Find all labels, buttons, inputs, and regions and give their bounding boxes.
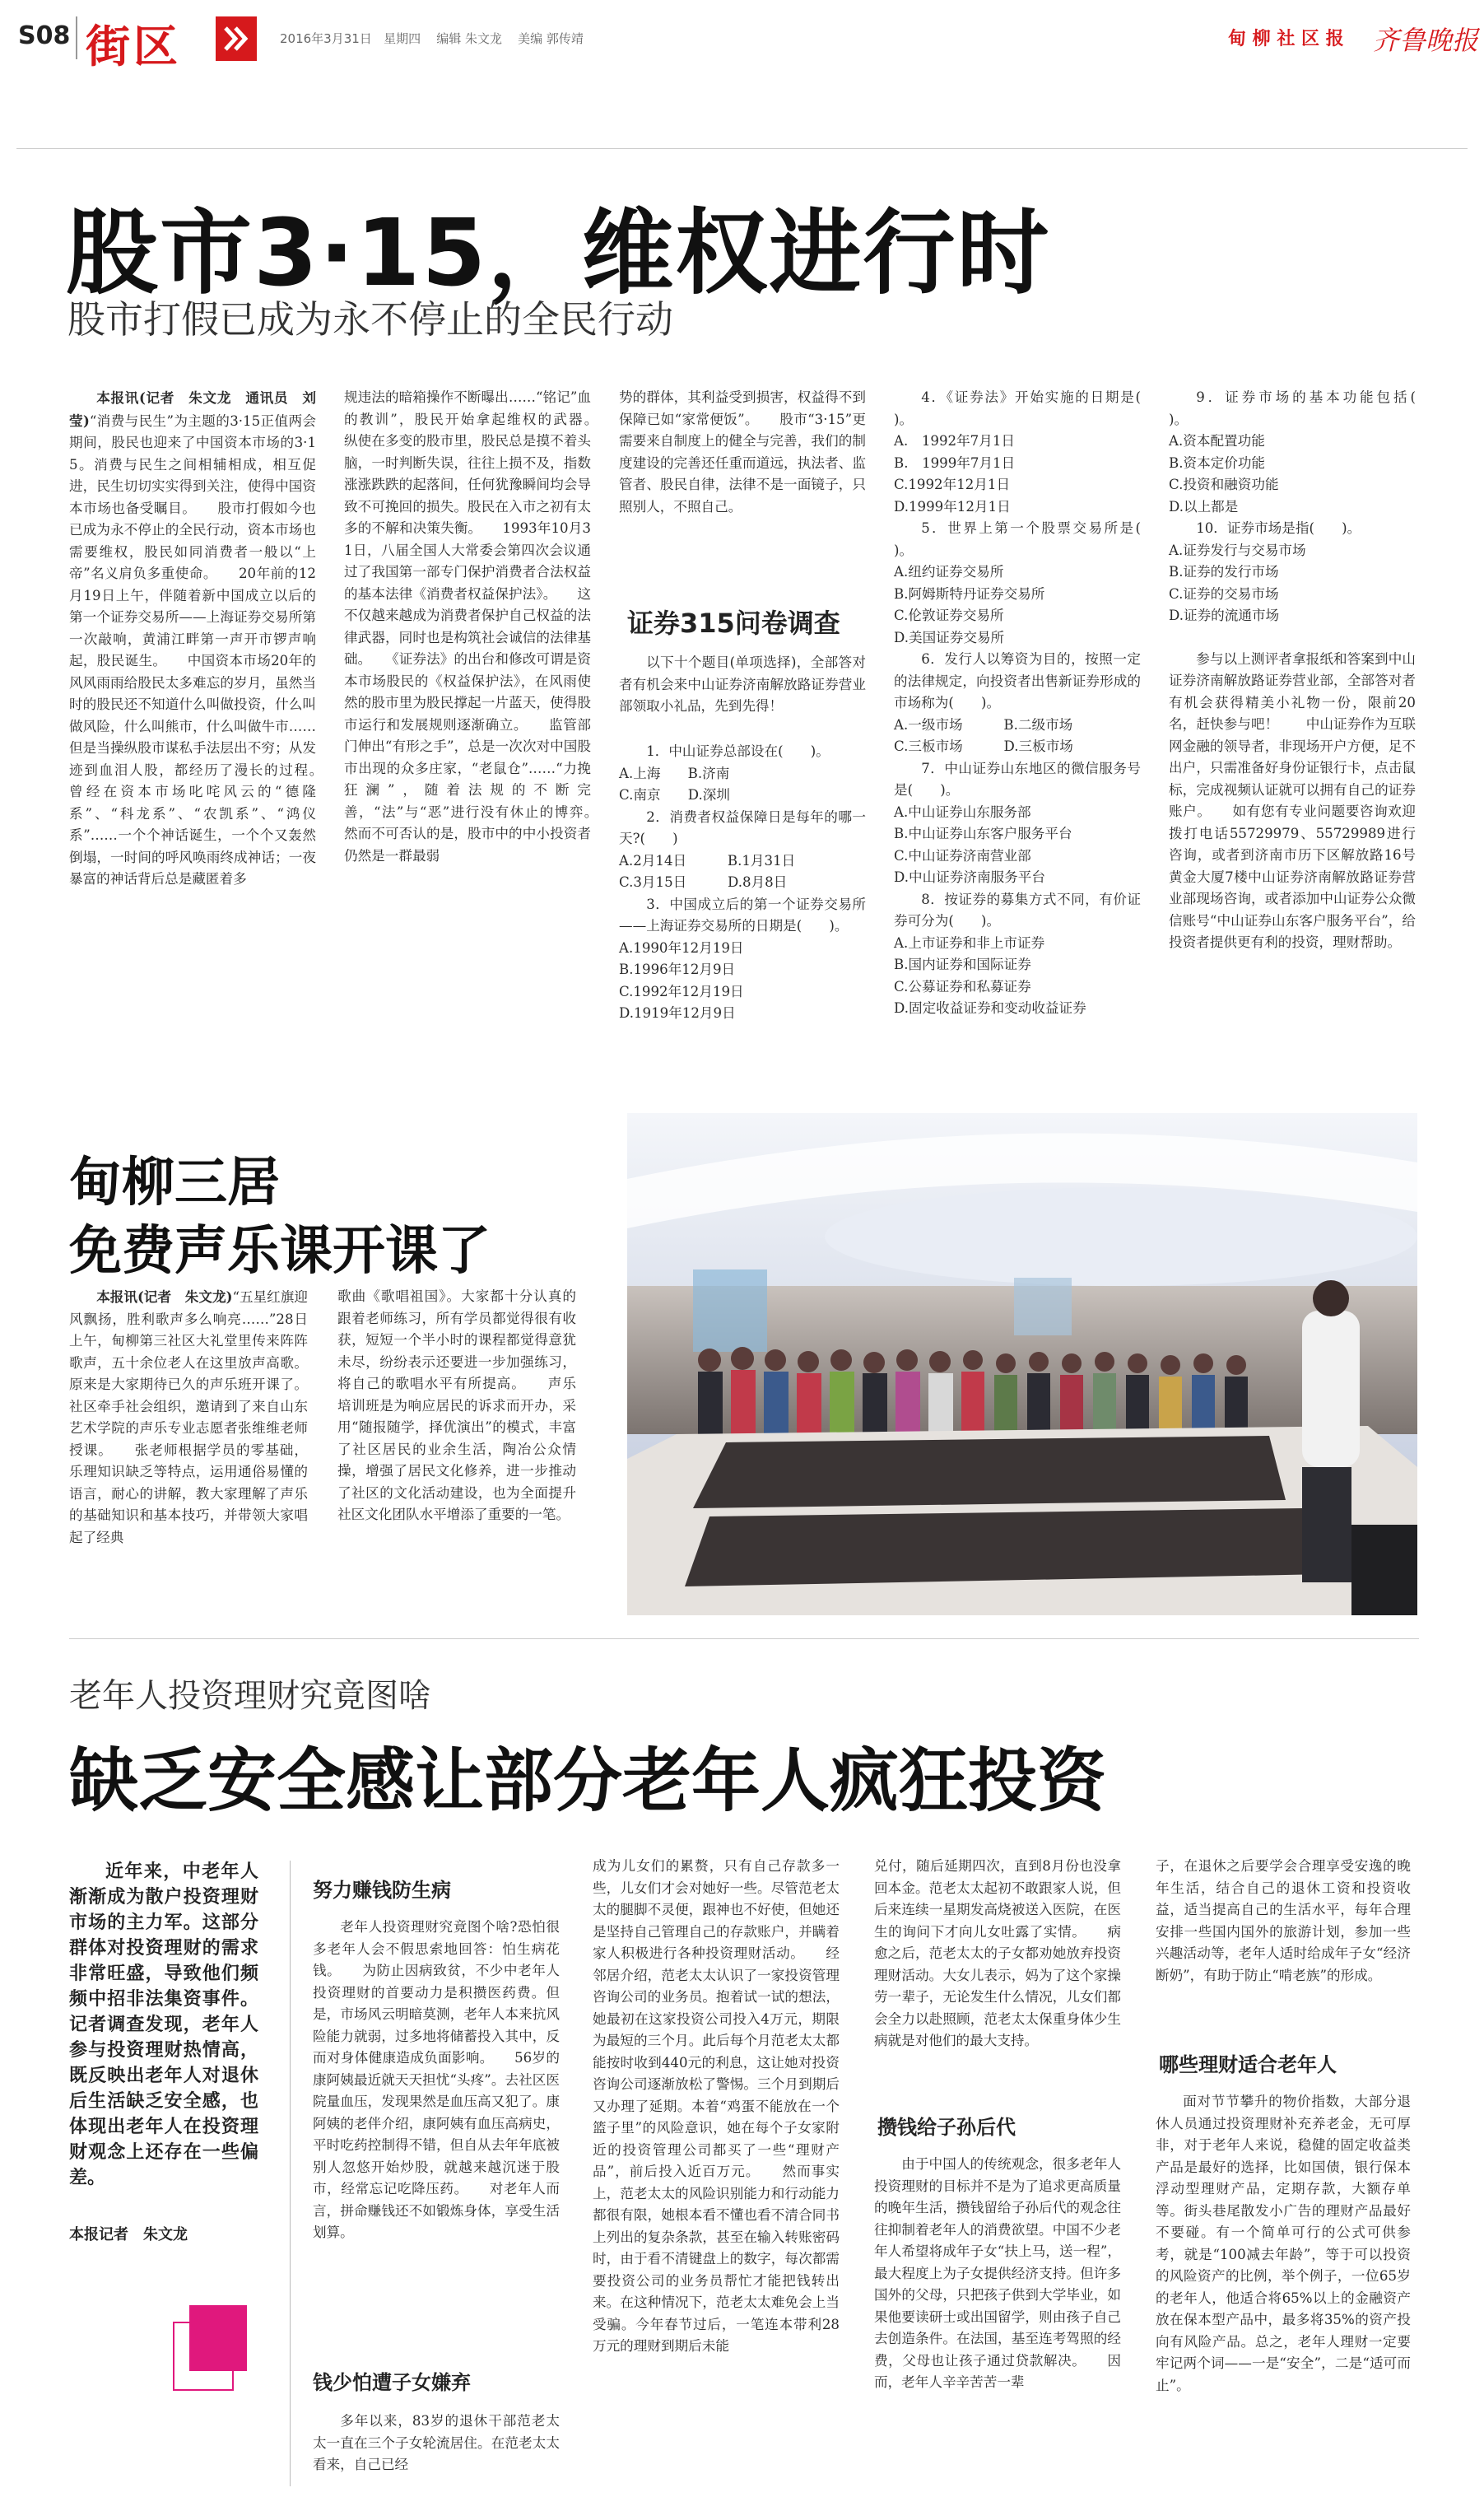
survey-q2-option-cd: C.3月15日 D.8月8日: [619, 874, 788, 890]
survey-q8-question: 8．按证券的募集方式不同，有价证券可分为( )。: [894, 891, 1141, 929]
article2-title-line2: 免费声乐课开课了: [69, 1221, 491, 1282]
header-rule: [16, 148, 1468, 149]
article3-column-3: 兑付，随后延期四次，直到8月份也没拿回本金。范老太太起初不敢跟家人说，但后来连续一星期发高烧被送入医院，在医生的询问下才向儿女吐露了实情。 病愈之后，范老太太的子女都劝她放弃投资理财活动。大女儿表示，妈为了这个家操劳一辈子，无论发生什么情况，儿女们都会全力以赴照顾，范老太太保重身体少生病就是对他们的最大支持。: [874, 1858, 1121, 2048]
survey-q4-option-b: B. 1999年7月1日: [894, 454, 1016, 471]
survey-q10-option-b: B.证券的发行市场: [1169, 564, 1279, 580]
article3-column-1: 老年人投资理财究竟图个啥?恐怕很多老年人会不假思索地回答：怕生病花钱。 为防止因病致贫，不少中老年人投资理财的首要动力是积攒医药费。但是，市场风云明暗莫测，老年人本来抗风险能力就弱，过多地将储蓄投入其中，反而对身体健康造成负面影响。 56岁的康阿姨最近就天天担忧“头疼”。去社区医院量血压，发现果然是血压高又犯了。康阿姨的老伴介绍，康阿姨有血压高病史，平时吃药控制得不错，但自从去年年底被别人忽悠开始炒股，就越来越沉迷于股市，经常忘记吃降压药。 对老年人而言，拼命赚钱还不如锻炼身体，享受生活划算。: [313, 1919, 560, 2240]
survey-q6: [894, 649, 1141, 758]
survey-q7-option-a: A.中山证券山东服务部: [894, 804, 1031, 820]
article2-column-1: [69, 1286, 308, 1615]
survey-q9-option-a: A.资本配置功能: [1169, 433, 1265, 449]
article2-byline: 本报讯(记者 朱文龙): [96, 1288, 233, 1305]
survey-q3-option-d: D.1919年12月9日: [619, 1005, 736, 1021]
article2-column-2: [337, 1286, 576, 1615]
article1-byline: 本报讯(记者 朱文龙 通讯员 刘莹): [69, 389, 316, 429]
decorative-pink-shadow: [173, 2322, 234, 2391]
article3-title: 缺乏安全感让部分老年人疯狂投资: [69, 1740, 1107, 1821]
survey-q5-option-d: D.美国证券交易所: [894, 629, 1005, 645]
survey-q9-option-b: B.资本定价功能: [1169, 454, 1266, 471]
survey-q4-question: 4．《证券法》开始实施的日期是( )。: [894, 389, 1169, 427]
survey-q6-question: 6．发行人以筹资为目的，按照一定的法律规定，向投资者出售新证券形成的市场称为( )。: [894, 651, 1141, 710]
survey-q3-option-b: B.1996年12月9日: [619, 962, 736, 977]
survey-q10-option-c: C.证券的交易市场: [1169, 585, 1279, 602]
survey-q2: [619, 807, 866, 894]
header-right-label: 甸 柳 社 区 报: [1228, 29, 1344, 49]
survey-q3: [619, 894, 866, 1025]
article2-photo: [627, 1113, 1417, 1615]
survey-q8-option-d: D.固定收益证券和变动收益证券: [894, 1000, 1086, 1016]
survey-q10-option-d: D.证券的流通市场: [1169, 608, 1280, 623]
survey-q10-option-a: A.证券发行与交易市场: [1169, 542, 1306, 558]
article1-title: 股市3·15，维权进行时: [66, 200, 1051, 307]
survey-q8-option-b: B.国内证券和国际证券: [894, 957, 1031, 972]
article3-sub1: 努力赚钱防生病: [313, 1879, 451, 1902]
survey-q9-option-c: C.投资和融资功能: [1169, 477, 1279, 492]
survey-column-2: [894, 387, 1169, 1070]
survey-q7: [894, 758, 1141, 889]
survey-title: 证券315问卷调查: [627, 608, 840, 639]
survey-q6-option-ab: A.一级市场 B.二级市场: [894, 716, 1073, 733]
survey-q10-question: 10．证券市场是指( )。: [1196, 520, 1361, 536]
survey-q9-question: 9．证券市场的基本功能包括( )。: [1169, 389, 1444, 427]
survey-outro: 参与以上测评者拿报纸和答案到中山证券济南解放路证券营业部，全部答对者有机会获得精美小礼物一份，限前20名，赶快参与吧！ 中山证券作为互联网金融的领导者，非现场开户方便，足不出户，只需准备好身份证银行卡，点击鼠标，完成视频认证就可以拥有自己的证券账户。 如有您有专业问题要咨询欢迎拨打电话55729979、55729989进行咨询，或者到济南市历下区解放路16号黄金大厦7楼中山证券济南解放路证券营业部现场咨询，或者添加中山证券公众微信账号“中山证券山东客户服务平台”，给投资者提供更有利的投资，理财帮助。: [1169, 650, 1416, 950]
section-arrow-icon: [216, 16, 257, 61]
survey-q8: [894, 889, 1141, 1020]
article3-sub2: 钱少怕遭子女嫌弃: [313, 2371, 471, 2394]
survey-q2-question: 2．消费者权益保障日是每年的哪一天?( ): [619, 808, 866, 846]
article3-lead: 近年来，中老年人渐渐成为散户投资理财市场的主力军。这部分群体对投资理财的需求非常旺盛，导致他们频频中招非法集资事件。记者调查发现，老年人参与投资理财热情高，既反映出老年人对退休后生活缺乏安全感，也体现出老年人在投资理财观念上还存在一些偏差。: [69, 1861, 258, 2188]
survey-q5-question: 5．世界上第一个股票交易所是( )。: [894, 520, 1169, 558]
survey-q7-question: 7．中山证券山东地区的微信服务号是( )。: [894, 760, 1141, 798]
article3-lead-byline: 本报记者 朱文龙: [69, 2226, 188, 2243]
survey-q5: [894, 518, 1169, 649]
section-title: 街区: [86, 21, 181, 72]
header-designer: 美编 郭传靖: [518, 31, 584, 46]
survey-q1-question: 1．中山证券总部设在( )。: [646, 743, 830, 759]
article1-column-1: [69, 387, 344, 1070]
page-number: S08: [18, 21, 71, 50]
survey-intro: 以下十个题目(单项选择)，全部答对者有机会来中山证券济南解放路证券营业部领取小礼品，先到先得！: [619, 655, 866, 714]
survey-q4-option-a: A. 1992年7月1日: [894, 433, 1015, 449]
survey-q4-option-d: D.1999年12月1日: [894, 498, 1011, 515]
survey-q3-option-a: A.1990年12月19日: [619, 939, 744, 956]
header-date: 2016年3月31日: [280, 31, 372, 46]
article3-column-4b: 面对节节攀升的物价指数，大部分退休人员通过投资理财补充养老金，无可厚非，对于老年人来说，稳健的固定收益类产品是最好的选择，比如国债，银行保本浮动型理财产品，定期存款，大额存单等。街头巷尾散发小广告的理财产品最好不要碰。有一个简单可行的公式可供参考，就是“100减去年龄”，等于可以投资的风险资产的比例，举个例子，一位65岁的老年人，他适合将65%以上的金融资产放在保本型产品中，最多将35%的资产投向有风险产品。总之，老年人理财一定要牢记两个词——一是“安全”，二是“适可而止”。: [1156, 2094, 1411, 2393]
article1-subtitle: 股市打假已成为永不停止的全民行动: [67, 297, 673, 342]
page-number-divider: [76, 16, 77, 59]
survey-q2-option-ab: A.2月14日 B.1月31日: [619, 852, 796, 869]
survey-q9: [1169, 387, 1444, 518]
article2-title-line1: 甸柳三居: [69, 1153, 280, 1214]
article3-column-4: 子，在退休之后要学会合理享受安逸的晚年生活，结合自己的退休工资和投资收益，适当提高自己的生活水平，每年合理安排一些国内国外的旅游计划，参加一些兴趣活动等，老年人适时给成年子女“经济断奶”，有助于防止“啃老族”的形成。: [1156, 1858, 1411, 1983]
survey-column-1: [619, 741, 866, 1070]
survey-q1-option-cd: C.南京 D.深圳: [619, 787, 730, 803]
article3-sub4: 哪些理财适合老年人: [1159, 2053, 1337, 2076]
article3-column-1b: 多年以来，83岁的退休干部范老太太一直在三个子女轮流居住。在范老太太看来，自己已经: [313, 2413, 560, 2472]
article1-column-3: [619, 387, 866, 576]
lead-divider: [290, 1861, 291, 2486]
paper-logo: 齐鲁晚报: [1373, 25, 1479, 56]
article1-col3-text: 势的群体，其利益受到损害，权益得不到保障已如“家常便饭”。 股市“3·15”更需要来自制度上的健全与完善，我们的制度建设的完善还任重而道远，执法者、监管者、股民自律，法律不是一面镜子，只照别人，不照自己。: [619, 389, 866, 515]
article1-column-2: [344, 387, 619, 1070]
header-weekday: 星期四: [384, 31, 421, 46]
survey-q5-option-b: B.阿姆斯特丹证券交易所: [894, 585, 1045, 602]
survey-q5-option-c: C.伦敦证券交易所: [894, 608, 1004, 623]
survey-q7-option-c: C.中山证券济南营业部: [894, 847, 1031, 864]
header-editor: 编辑 朱文龙: [436, 31, 502, 46]
survey-q3-question: 3．中国成立后的第一个证券交易所——上海证券交易所的日期是( )。: [619, 896, 866, 934]
survey-q7-option-b: B.中山证券山东客户服务平台: [894, 826, 1072, 841]
survey-q1-option-ab: A.上海 B.济南: [619, 765, 730, 781]
survey-q1: [619, 741, 866, 807]
survey-q8-option-a: A.上市证券和非上市证券: [894, 934, 1045, 951]
article1-col2-text: 规违法的暗箱操作不断曝出……“铭记”血的教训”，股民开始拿起维权的武器。 纵使在多变的股市里，股民总是摸不着头脑，一时判断失误，往往上损不及，指数涨涨跌跌的起落间，任何犹豫瞬间均会导致不可挽回的损失。股民在入市之初有太多的不解和决策失衡。 1993年10月31日，八届全国人大常委会第四次会议通过了我国第一部专门保护消费者合法权益的基本法律《消费者权益保护法》。 这不仅越来越成为消费者保护自己权益的法律武器，同时也是构筑社会诚信的法律基础。 《证券法》的出台和修改可谓是资本市场股民的《权益保护法》，在风雨使然的股市里为股民撑起一片蓝天，使得股市运行和发展规则逐渐确立。 监管部门伸出“有形之手”，总是一次次对中国股市出现的众多庄家，“老鼠仓”……“力挽狂澜”，随着法规的不断完善，“法”与“恶”进行没有休止的博弈。 然而不可否认的是，股市中的中小投资者仍然是一群最弱: [344, 389, 619, 864]
survey-q3-option-c: C.1992年12月19日: [619, 983, 744, 999]
article2-col2-text: 歌曲《歌唱祖国》。大家都十分认真的跟着老师练习，所有学员都觉得很有收获，短短一个半小时的课程都觉得意犹未尽，纷纷表示还要进一步加强练习，将自己的歌唱水平有所提高。 声乐培训班是为响应居民的诉求而开办，采用“随报随学，择优演出”的模式，丰富了社区居民的业余生活，陶冶公众情操，增强了居民文化修养，进一步推动了社区的文化活动建设，也为全面提升社区文化团队水平增添了重要的一笔。: [337, 1288, 576, 1522]
survey-q9-option-d: D.以上都是: [1169, 498, 1239, 515]
survey-q8-option-c: C.公募证券和私募证券: [894, 978, 1031, 995]
article2-bottom-rule: [69, 1638, 1419, 1639]
article3-kicker: 老年人投资理财究竟图啥: [69, 1677, 431, 1715]
survey-q5-option-a: A.纽约证券交易所: [894, 564, 1004, 580]
article2-col1-text: “五星红旗迎风飘扬，胜利歌声多么响亮……”28日上午，甸柳第三社区大礼堂里传来阵阵歌声，五十余位老人在这里放声高歌。原来是大家期待已久的声乐班开课了。社区牵手社会组织，邀请到了来自山东艺术学院的声乐专业志愿者张维维老师授课。 张老师根据学员的零基础，乐理知识缺乏等特点，运用通俗易懂的语言，耐心的讲解，教大家理解了声乐的基础知识和基本技巧，并带领大家唱起了经典: [69, 1289, 309, 1545]
survey-q6-option-cd: C.三板市场 D.三板市场: [894, 738, 1073, 754]
survey-q7-option-d: D.中山证券济南服务平台: [894, 869, 1045, 885]
survey-q4: [894, 387, 1169, 518]
survey-q4-option-c: C.1992年12月1日: [894, 477, 1011, 492]
article3-column-3b: 由于中国人的传统观念，很多老年人投资理财的目标并不是为了追求更高质量的晚年生活，攒钱留给子孙后代的观念往往抑制着老年人的消费欲望。中国不少老年人希望将成年子女“扶上马，送一程”，最大程度上为子女提供经济支持。但许多国外的父母，只把孩子供到大学毕业，如果他要读研士或出国留学，则由孩子自己去创造条件。在法国，基至连考驾照的经费，父母也让孩子通过贷款解决。 因而，老年人辛辛苦苦一辈: [874, 2156, 1121, 2390]
article1-col1-text: “消费与民生”为主题的3·15正值两会期间，股民也迎来了中国资本市场的3·15。消费与民生之间相辅相成，相互促进，民生切切实实得到关注，使得中国资本市场也备受瞩目。 股市打假如今也已成为永不停止的全民行动，资本市场也需要维权，股民如同消费者一般以“上帝”名义肩负多重使命。 20年前的12月19日上午，伴随着新中国成立以后的第一个证券交易所——上海证券交易所第一次敲响，黄浦江畔第一声开市锣声响起，股民诞生。 中国资本市场20年的风风雨雨给股民太多难忘的岁月，虽然当时的股民还不知道什么叫做投资，什么叫做风险，什么叫熊市，什么叫做牛市……但是当操纵股市谋私手法层出不穷；从发迹到血泪人股，都经历了漫长的过程。 曾经在资本市场叱咤风云的“德隆系”、“科龙系”、“农凯系”、“鸿仪系”……一个个神话诞生，一个个又轰然倒塌，一时间的呼风唤雨终成神话；一夜暴富的神话背后总是藏匿着多: [69, 412, 344, 887]
header-meta: [280, 30, 584, 47]
article3-sub3: 攒钱给子孙后代: [877, 2116, 1016, 2139]
article3-column-2: 成为儿女们的累赘，只有自己存款多一些，儿女们才会对她好一些。尽管范老太太的腿脚不灵便，跟神也不好使，但她还是坚持自己管理自己的存款账户，并瞒着家人积极进行各种投资理财活动。 经邻居介绍，范老太太认识了一家投资管理咨询公司的业务员。抱着试一试的想法，她最初在这家投资公司投入4万元，期限为最短的三个月。此后每个月范老太太都能按时收到440元的利息，这让她对投资咨询公司逐渐放松了警惕。三个月到期后又办理了延期。本着“鸡蛋不能放在一个篮子里”的风险意识，她在每个子女家附近的投资管理公司都买了一些“理财产品”，前后投入近百万元。 然而事实上，范老太太的风险识别能力和行动能力都很有限，她根本看不懂也看不清合同书上列出的复杂条款，甚至在输入转账密码时，由于看不清键盘上的数字，每次都需要投资公司的业务员帮忙才能把钱转出来。在这种情况下，范老太太难免会上当受骗。今年春节过后，一笔连本带利28万元的理财到期后未能: [593, 1858, 840, 2354]
survey-q10: [1169, 518, 1416, 627]
survey-column-3: [1169, 387, 1444, 1070]
